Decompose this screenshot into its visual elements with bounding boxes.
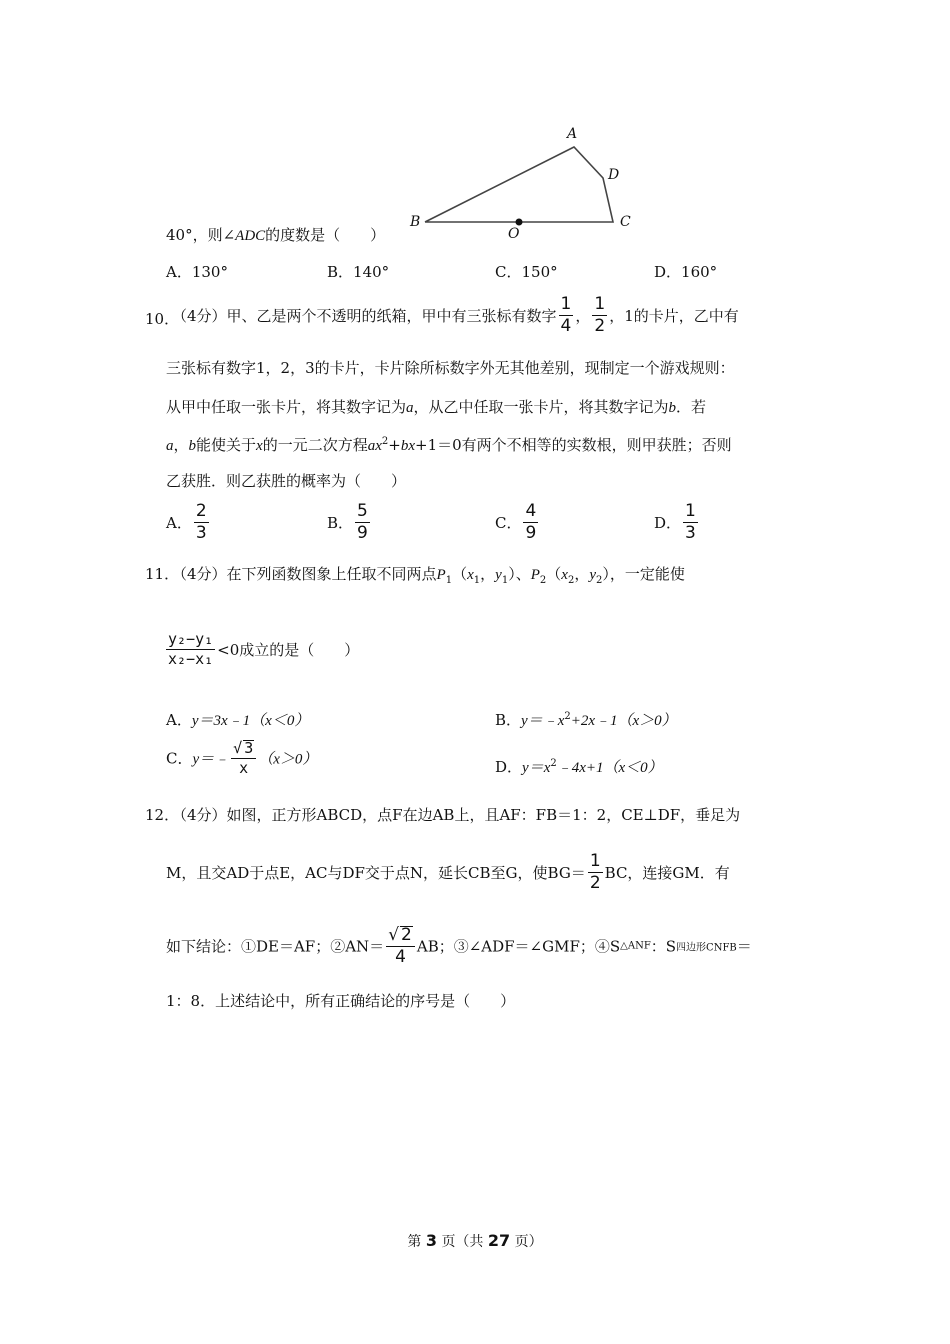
label-b: B bbox=[410, 214, 421, 230]
q12-line4: 1：8．上述结论中，所有正确结论的序号是（ ） bbox=[166, 992, 516, 1010]
q10-option-c[interactable]: C． $\frac{4}{9}$ bbox=[495, 501, 537, 543]
label-a: A bbox=[567, 126, 578, 142]
q12-line3: 如下结论：①DE＝AF；②AN＝ $\frac{√ 2}{4}$ AB；③∠ADF＝∠GMF；④S△ANF：S四边形CNFB＝ bbox=[166, 925, 752, 967]
q11-line2: $\frac{\text{y₂−y₁}}{\text{x₂−x₁}}$ <0成立的是（ ） bbox=[168, 630, 360, 668]
q10-option-d[interactable]: D． $\frac{1}{3}$ bbox=[654, 501, 696, 543]
q12-line1: （4分）如图，正方形ABCD，点F在边AB上，且AF：FB＝1：2，CE⊥DF，垂足为 bbox=[172, 806, 741, 824]
q10-line4: a，b能使关于x的一元二次方程$ax^2+bx+1=0$有两个不相等的实数根，则甲获胜；否则 bbox=[166, 436, 732, 454]
label-d: D bbox=[608, 167, 620, 183]
q10-line3: 从甲中任取一张卡片，将其数字记为a，从乙中任取一张卡片，将其数字记为b．若 bbox=[166, 398, 707, 416]
q12-line2: M，且交AD于点E，AC与DF交于点N，延长CB至G，使BG＝ $\frac{1}{2}$ BC，连接GM．有 bbox=[166, 851, 730, 893]
q9-option-c[interactable]: C．150° bbox=[495, 263, 558, 281]
page-footer: 第 3 页（共 27 页） bbox=[407, 1231, 543, 1250]
q9-option-b[interactable]: B．140° bbox=[327, 263, 390, 281]
q10-option-b[interactable]: B． $\frac{5}{9}$ bbox=[327, 501, 368, 543]
q9-option-d[interactable]: D．160° bbox=[654, 263, 718, 281]
point-o-dot bbox=[516, 219, 523, 226]
q11-option-a[interactable]: A．y＝3x﹣1（x＜0） bbox=[166, 711, 310, 729]
q10-line1: （4分）甲、乙是两个不透明的纸箱，甲中有三张标有数字 $\frac{1}{4}$ ， $\frac{1}{2}$ ，1的卡片，乙中有 bbox=[172, 294, 739, 336]
q9-stem-tail: 40°，则∠ADC的度数是（ ） bbox=[166, 226, 386, 244]
q11-number: 11． bbox=[145, 565, 180, 583]
label-c: C bbox=[620, 214, 631, 230]
q10-line5: 乙获胜．则乙获胜的概率为（ ） bbox=[166, 472, 407, 490]
q9-option-a[interactable]: A．130° bbox=[166, 263, 228, 281]
q10-number: 10． bbox=[145, 310, 180, 328]
label-o: O bbox=[508, 226, 520, 242]
q12-number: 12． bbox=[145, 806, 180, 824]
q11-option-b[interactable]: B．$y=﹣x^2+2x﹣1(x>0)$ bbox=[495, 711, 677, 729]
q10-option-a[interactable]: A． $\frac{2}{3}$ bbox=[166, 501, 207, 543]
q11-option-c[interactable]: C．y＝﹣ $\frac{√ 3}{x}$ （x＞0） bbox=[166, 739, 318, 777]
q10-line2: 三张标有数字1，2，3的卡片，卡片除所标数字外无其他差别，现制定一个游戏规则： bbox=[166, 359, 735, 377]
q11-line1: （4分）在下列函数图象上任取不同两点$P_1(x_1$，$y_1$）、$P_2(x_2$，$y_2$），一定能使 bbox=[172, 565, 685, 586]
q11-option-d[interactable]: D．$y=x^2﹣4x+1(x<0)$ bbox=[495, 758, 663, 776]
